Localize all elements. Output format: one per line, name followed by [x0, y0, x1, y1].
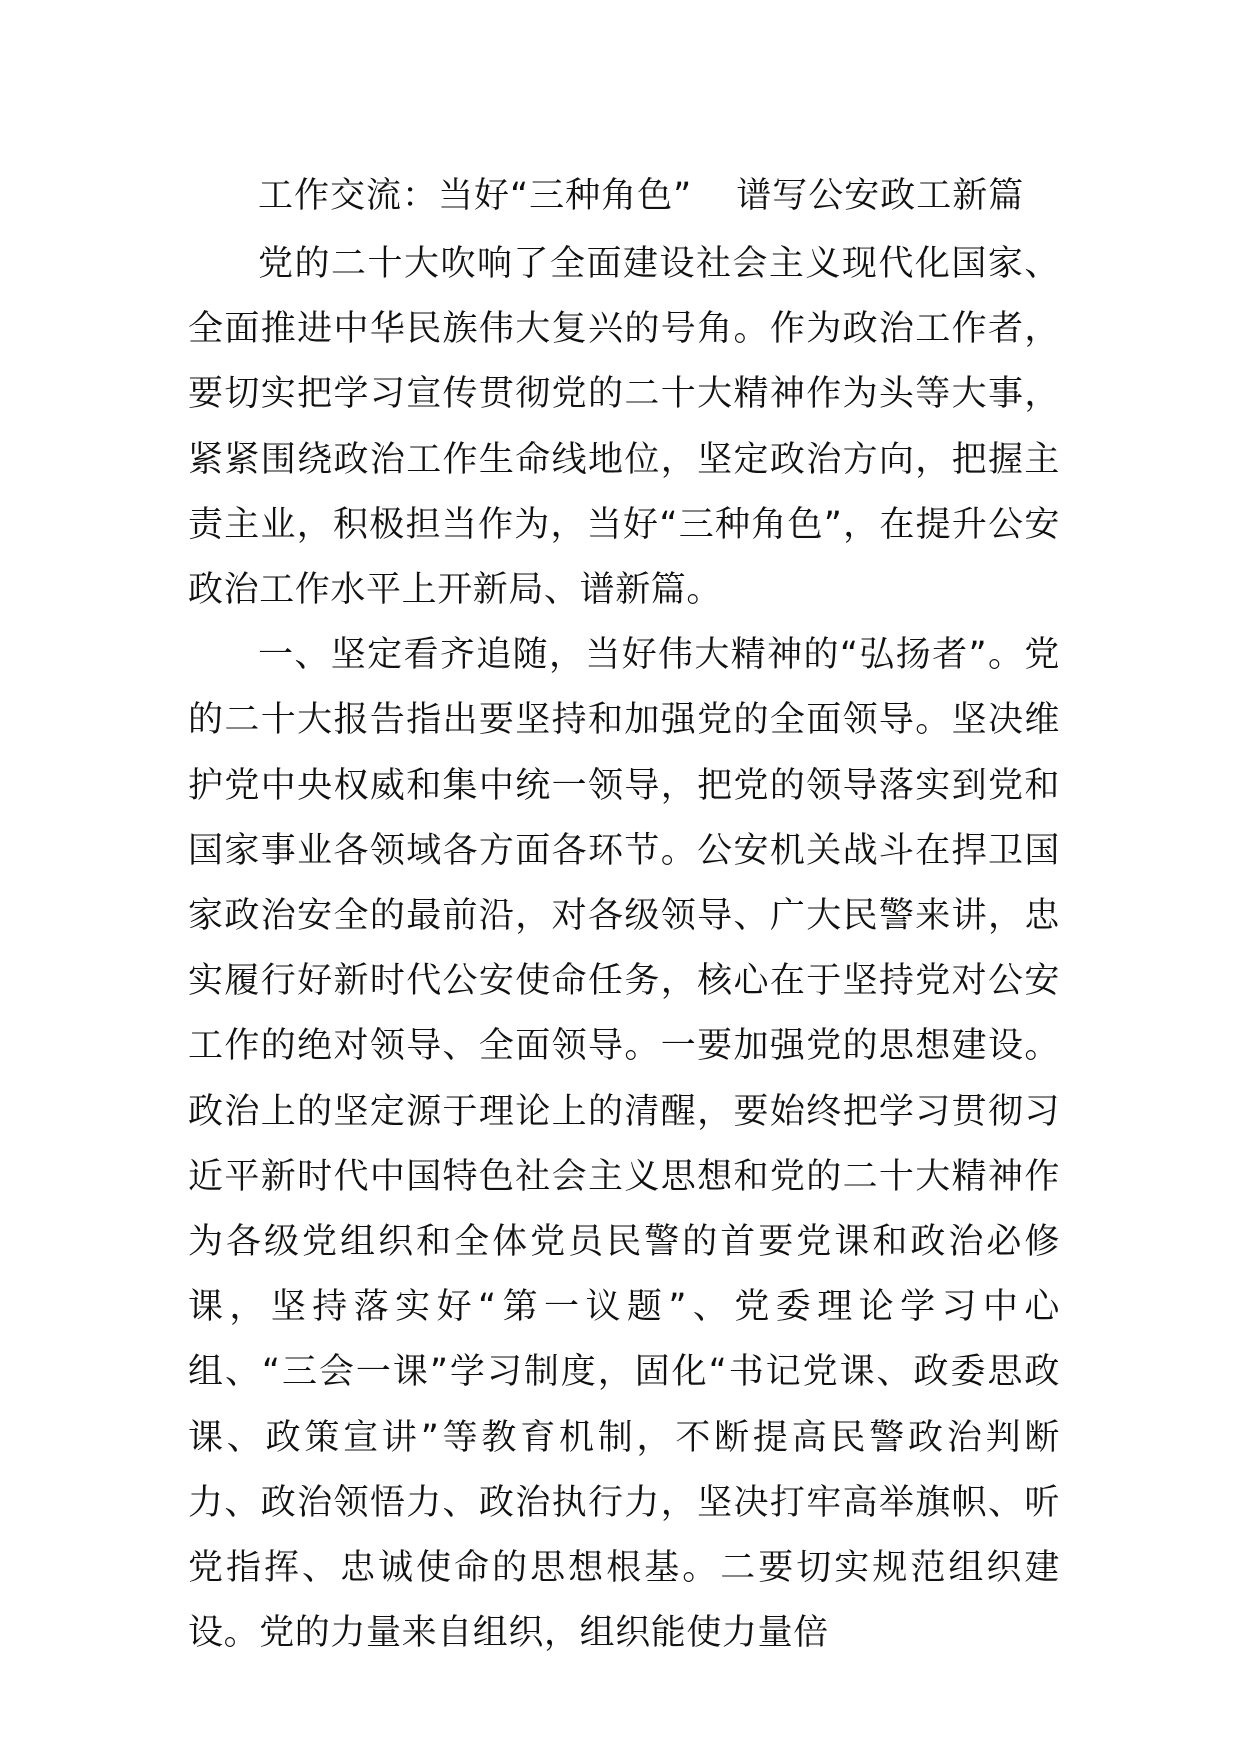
document-title [258, 168, 1058, 224]
document-body [188, 232, 1060, 1666]
title-part-2: 谱写公安政工新篇 [736, 176, 1025, 216]
paragraph-intro: 党的二十大吹响了全面建设社会主义现代化国家、全面推进中华民族伟大复兴的号角。作为政治工作者，要切实把学习宣传贯彻党的二十大精神作为头等大事，紧紧围绕政治工作生命线地位，坚定政治方向，把握主责主业，积极担当作为，当好“三种角色”，在提升公安政治工作水平上开新局、谱新篇。 [188, 244, 1060, 611]
paragraph-section-one: 一、坚定看齐追随，当好伟大精神的“弘扬者”。党的二十大报告指出要坚持和加强党的全面领导。坚决维护党中央权威和集中统一领导，把党的领导落实到党和国家事业各领域各方面各环节。公安机关战斗在捍卫国家政治安全的最前沿，对各级领导、广大民警来讲，忠实履行好新时代公安使命任务，核心在于坚持党对公安工作的绝对领导、全面领导。一要加强党的思想建设。政治上的坚定源于理论上的清醒，要始终把学习贯彻习近平新时代中国特色社会主义思想和党的二十大精神作为各级党组织和全体党员民警的首要党课和政治必修课，坚持落实好“第一议题”、党委理论学习中心组、“三会一课”学习制度，固化“书记党课、政委思政课、政策宣讲”等教育机制，不断提高民警政治判断力、政治领悟力、政治执行力，坚决打牢高举旗帜、听党指挥、忠诚使命的思想根基。二要切实规范组织建设。党的力量来自组织，组织能使力量倍 [188, 635, 1060, 1654]
title-part-1: 工作交流：当好“三种角色” [258, 176, 693, 216]
